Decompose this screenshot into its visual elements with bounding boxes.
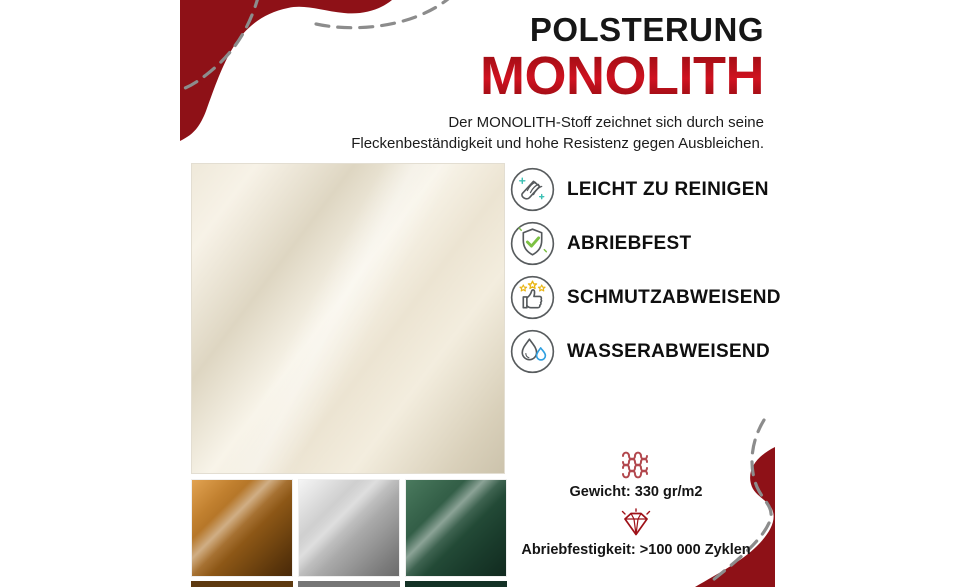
spec-abrasion (520, 508, 752, 558)
product-description (351, 112, 764, 156)
shield-check-icon (510, 221, 555, 266)
spec-weight (520, 450, 752, 500)
spec-value: 330 gr/m2 (634, 484, 703, 500)
spec-label: Abriebfestigkeit: (521, 542, 636, 558)
swatch-bottom-band-cognac (191, 581, 293, 587)
category-kicker: POLSTERUNG (529, 11, 764, 48)
feature-easy-to-clean (510, 167, 781, 212)
description-line-2: Fleckenbeständigkeit und hohe Resistenz gegen Ausbleichen. (351, 135, 764, 153)
spec-text (520, 542, 752, 558)
fabric-swatch-gray (298, 479, 400, 577)
spec-label: Gewicht: (569, 484, 631, 500)
feature-label: ABRIEBFEST (567, 232, 692, 254)
swatch-bottom-band-gray (298, 581, 400, 587)
fabric-swatch-green (405, 479, 507, 577)
feature-label: WASSERABWEISEND (567, 340, 770, 362)
spec-text (520, 484, 752, 500)
feature-abrasion-resistant (510, 221, 781, 266)
water-drops-icon (510, 329, 555, 374)
feature-label: SCHMUTZABWEISEND (567, 286, 781, 308)
feature-list (510, 167, 781, 383)
swatch-bottom-band-green (405, 581, 507, 587)
spec-value: >100 000 Zyklen (639, 542, 751, 558)
feature-water-repellent (510, 329, 781, 374)
spec-list (520, 450, 752, 566)
fabric-weave-icon (621, 450, 651, 480)
fabric-swatch-cognac (191, 479, 293, 577)
diamond-icon (618, 508, 654, 538)
feature-label: LEICHT ZU REINIGEN (567, 178, 769, 200)
thumbs-up-stars-icon (510, 275, 555, 320)
product-title: MONOLITH (351, 49, 764, 103)
feature-dirt-repellent (510, 275, 781, 320)
fabric-photo-cream (191, 163, 505, 474)
header (351, 13, 764, 155)
wipe-hand-icon (510, 167, 555, 212)
description-line-1: Der MONOLITH-Stoff zeichnet sich durch seine (448, 113, 764, 131)
